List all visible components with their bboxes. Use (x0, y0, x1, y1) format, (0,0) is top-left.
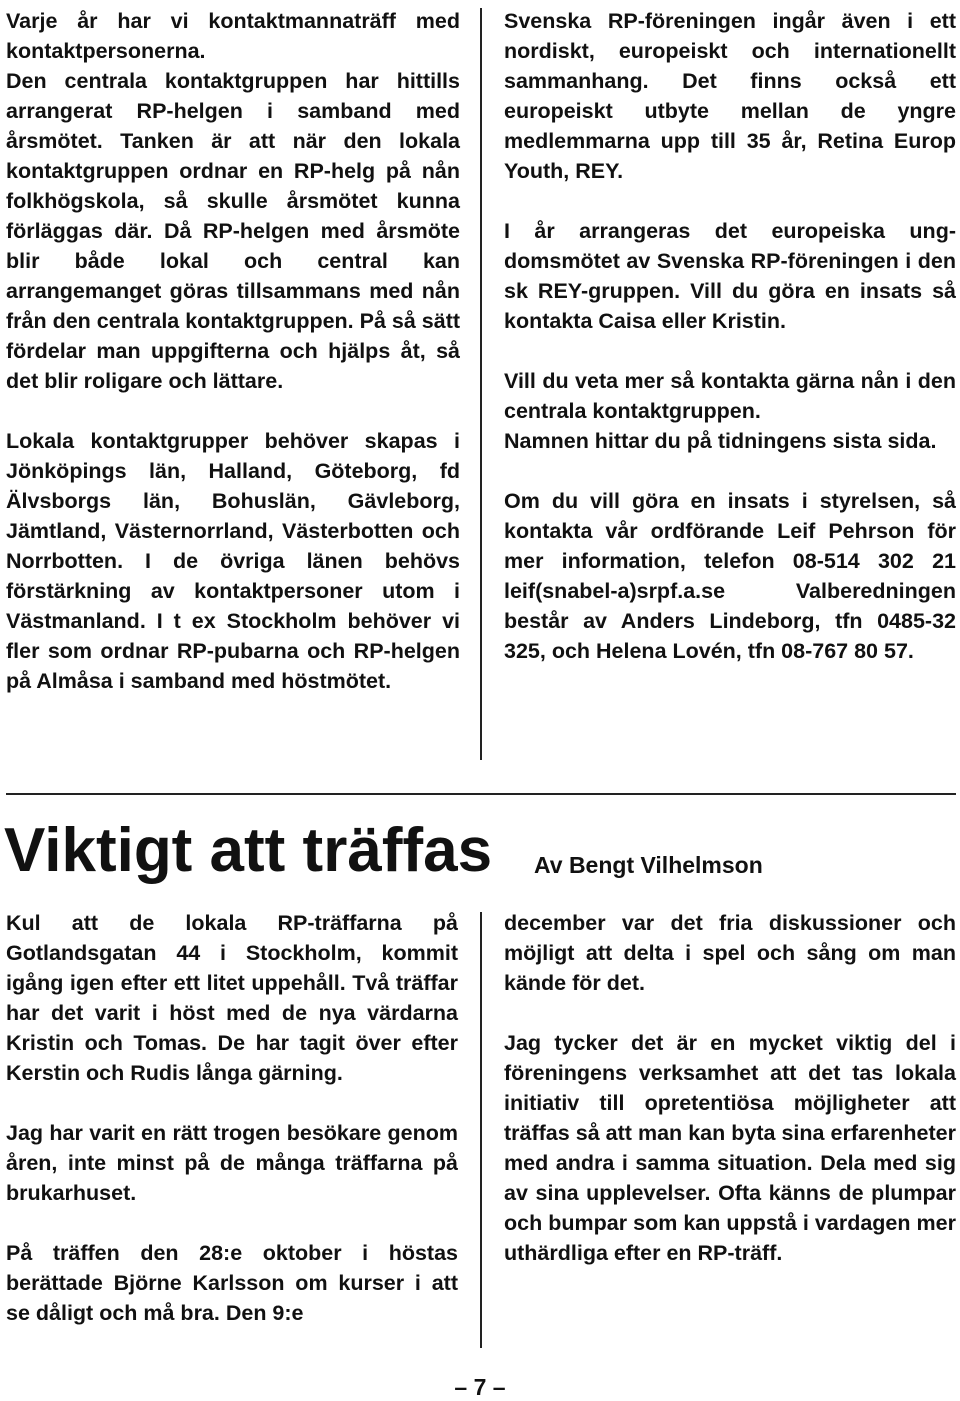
article-left-column (6, 908, 458, 1328)
article-paragraph: december var det fria diskussioner och möjligt att delta i spel och sång om man kände för det. (504, 911, 956, 995)
paragraph-local-groups-needed: Lokala kontaktgrupper behöver skapas i Jönköpings län, Halland, Göteborg, fd Älvsborgs län, Bohuslän, Gävleborg, Jämtland, Västernorrland, Västerbotten och Norrbotten. I de övriga länen behövs förstärkning av kontaktpersoner utom i Västmanland. I t ex Stockholm behöver vi fler som ordnar RP-pubarna och RP-helgen på Almåsa i samband med höstmötet. (6, 429, 460, 693)
top-left-column (6, 6, 460, 696)
column-divider-top (480, 8, 482, 760)
section-divider (6, 793, 956, 795)
paragraph-board-contact: Om du vill göra en insats i styrelsen, så kontakta vår ordförande Leif Pehrson för mer information, telefon 08-514 302 21 leif(snabel-a)srpf.a.se Valberedningen består av Anders Lindeborg, tfn 0485-32 325, och Helena Lovén, tfn 08-767 80 57. (504, 489, 956, 663)
article-paragraph: Jag tycker det är en mycket viktig del i föreningens verksamhet att det tas lokala initiativ till opretentiösa möjligheter att träffas så att man kan byta sina erfarenheter med andra i samma situation. Dela med sig av sina upplevelser. Ofta känns de plumpar och bumpar som kan uppstå i vardagen mer uthärdliga efter en RP-träff. (504, 1031, 956, 1265)
paragraph-youth-meeting: I år arrangeras det europeiska ungdomsmötet av Svenska RP-föreningen i den sk REY-gruppen. Vill du göra en insats så kontakta Caisa eller Kristin. (504, 219, 956, 333)
column-divider-bottom (480, 912, 482, 1348)
paragraph-contact-meeting: Varje år har vi kontaktmannaträff med kontaktpersonerna. (6, 9, 460, 63)
paragraph-international: Svenska RP-föreningen ingår även i ett nordiskt, europeiskt och internationellt sammanhang. Det finns också ett europeiskt utbyte mellan de yngre medlemmarna upp till 35 år, Retina Europ Youth, REY. (504, 9, 956, 183)
article-paragraph: Kul att de lokala RP-träffarna på Gotlandsgatan 44 i Stockholm, kommit igång igen efter ett litet uppehåll. Två träffar har det varit i höst med de nya värdarna Kristin och Tomas. De har tagit över efter Kerstin och Rudis långa gärning. (6, 911, 458, 1085)
article-headline: Viktigt att träffas (4, 816, 493, 885)
paragraph-central-group: Den centrala kontaktgruppen har hittills arrangerat RP-helgen i samband med årsmötet. Tanken är att när den lokala kontaktgruppen ordnar en RP-helg på nån folkhögskola, så skulle årsmötet kunna förläggas där. Då RP-helgen med årsmöte blir både lokal och central kan arrangemanget göras tillsammans med nån från den centrala kontaktgruppen. På så sätt fördelar man uppgifterna och hjälps åt, så det blir roligare och lättare. (6, 69, 461, 393)
top-right-column (504, 6, 956, 666)
article-right-column (504, 908, 956, 1268)
article-paragraph: På träffen den 28:e oktober i höstas berättade Björne Karlsson om kurser i att se dåligt och må bra. Den 9:e (6, 1241, 458, 1325)
article-byline: Av Bengt Vilhelmson (534, 852, 763, 878)
paragraph-contact-central: Vill du veta mer så kontakta gärna nån i den centrala kontaktgruppen. (504, 369, 956, 423)
paragraph-names-last-page: Namnen hittar du på tidningens sista sida. (504, 429, 937, 453)
page-number: – 7 – (454, 1374, 506, 1400)
article-paragraph: Jag har varit en rätt trogen besökare genom åren, inte minst på de många träffarna på brukarhuset. (6, 1121, 458, 1205)
